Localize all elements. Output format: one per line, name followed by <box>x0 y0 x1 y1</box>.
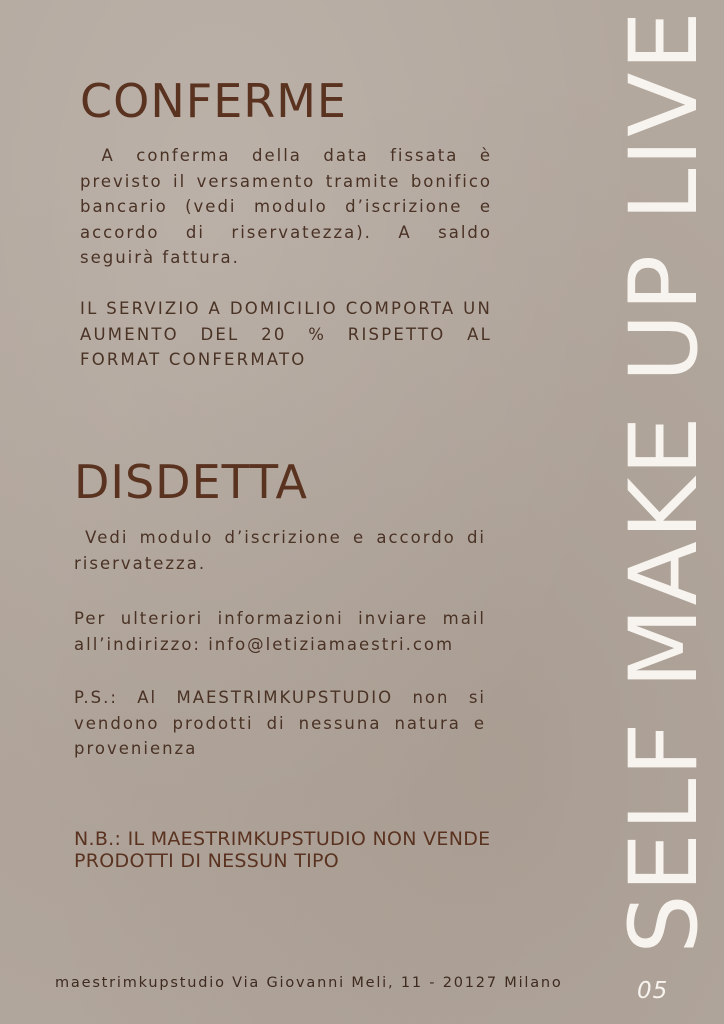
disdetta-heading: DISDETTA <box>74 455 308 509</box>
disdetta-paragraph-ps: P.S.: Al MAESTRIMKUPSTUDIO non si vendono prodotti di nessuna natura e provenienza <box>74 688 486 758</box>
conferme-paragraph-payment: A conferma della data fissata è previsto il versamento tramite bonifico bancario (vedi modulo d’iscrizione e accordo di riservatezza). A saldo seguirà fattura. <box>80 146 492 267</box>
conferme-paragraph-home-service: IL SERVIZIO A DOMICILIO COMPORTA UN AUMENTO DEL 20 % RISPETTO AL FORMAT CONFERMATO <box>80 299 492 369</box>
footer-address: maestrimkupstudio Via Giovanni Meli, 11 - 20127 Milano <box>55 975 563 991</box>
conferme-heading: CONFERME <box>80 74 347 128</box>
page-number: 05 <box>637 978 669 1004</box>
disdetta-paragraph-module: Vedi modulo d’iscrizione e accordo di riservatezza. <box>74 528 486 573</box>
nb-note: N.B.: IL MAESTRIMKUPSTUDIO NON VENDE PRODOTTI DI NESSUN TIPO <box>74 828 491 872</box>
disdetta-paragraph-contact: Per ulteriori informazioni inviare mail all’indirizzo: info@letiziamaestri.com <box>74 609 486 654</box>
side-title-vertical: SELF MAKE UP LIVE <box>610 9 719 954</box>
